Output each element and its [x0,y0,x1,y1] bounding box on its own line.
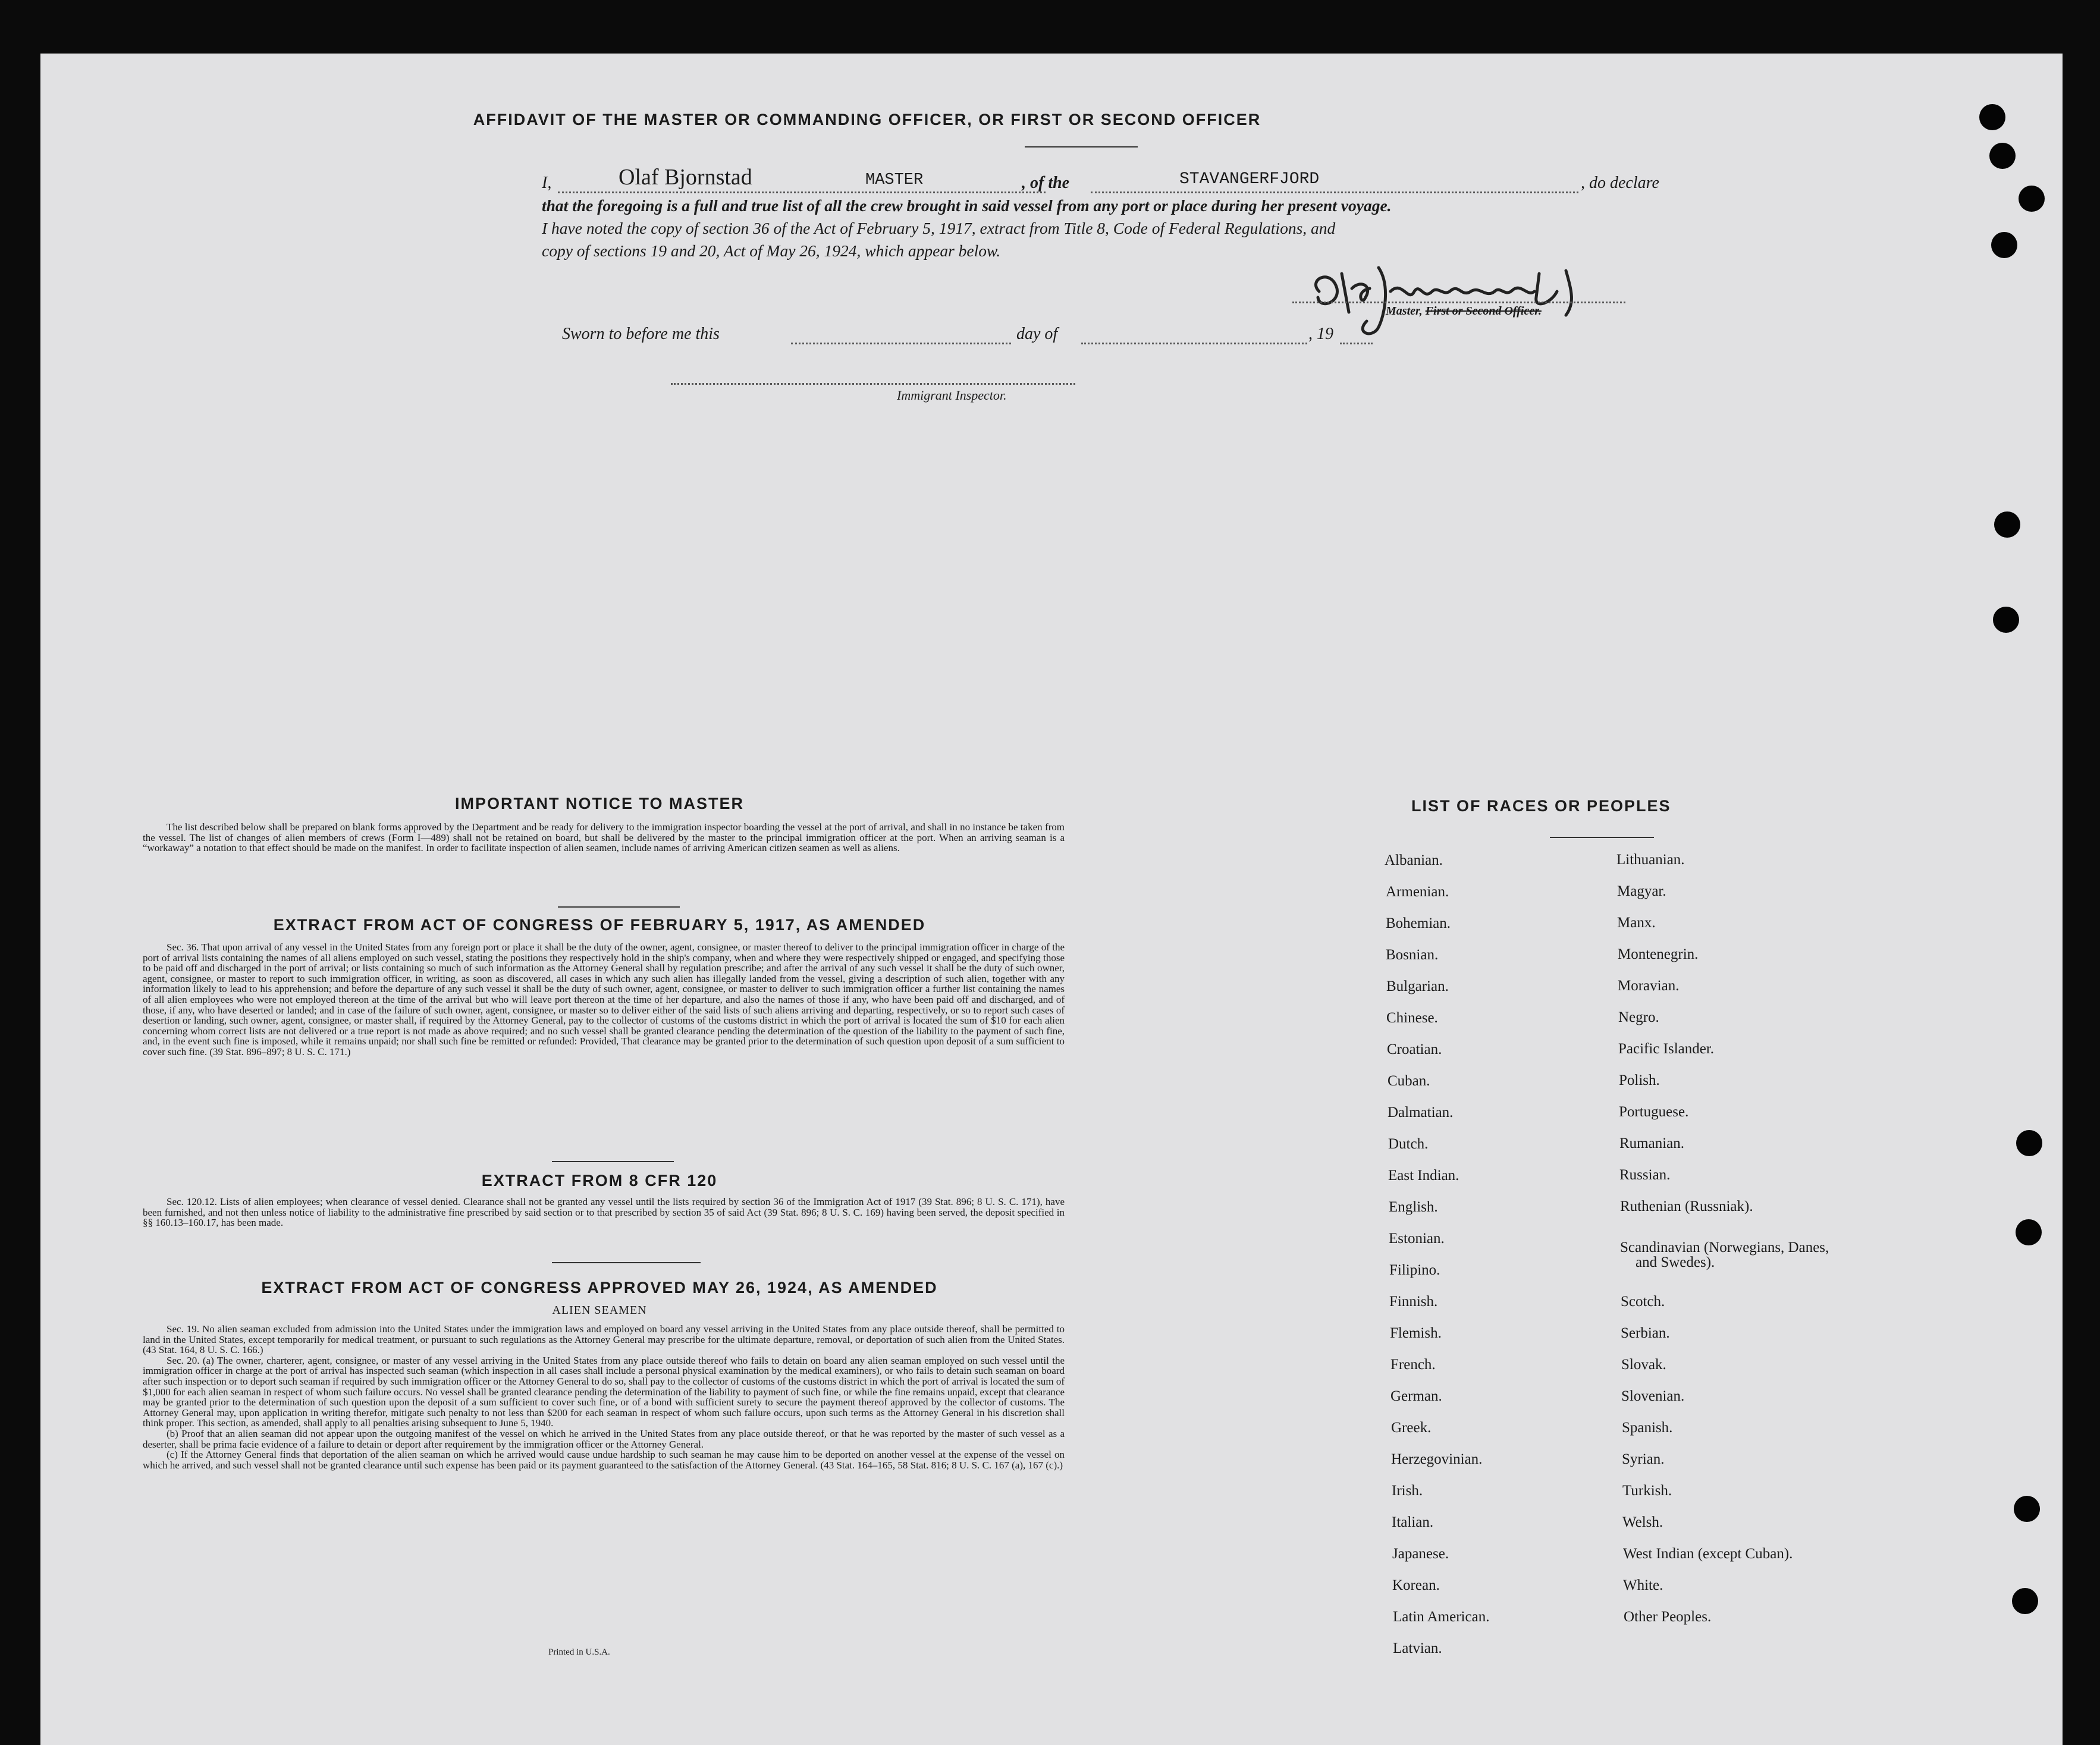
race-item: Moravian. [1618,978,1680,994]
race-item: German. [1390,1388,1442,1404]
extract1917-title: EXTRACT FROM ACT OF CONGRESS OF FEBRUARY 5, 1917, AS AMENDED [273,916,926,934]
sworn-label: Sworn to before me this [562,325,720,343]
punch-hole [2016,1219,2042,1245]
punch-hole [1989,143,2016,169]
race-item: Montenegrin. [1618,946,1699,962]
affidavit-line-4: copy of sections 19 and 20, Act of May 26, 1924, which appear below. [542,241,1001,260]
race-item: Armenian. [1386,884,1449,900]
race-item: Scandinavian (Norwegians, Danes, and Swedes). [1620,1239,1829,1270]
race-item: Ruthenian (Russniak). [1620,1198,1753,1214]
race-item: French. [1390,1357,1436,1373]
race-item: Pacific Islander. [1618,1041,1715,1057]
race-item: Italian. [1392,1514,1434,1530]
master-signature [1295,256,1682,345]
form-sheet [40,54,2063,1745]
punch-hole [1993,607,2019,633]
vessel-line [1091,192,1578,193]
section-20a-paragraph: Sec. 20. (a) The owner, charterer, agent, consignee, or master of any vessel arriving in the United States from any place outside thereof who fails to detain on board any alien seaman employed on such vessel until the immigration officer in charge at the port of arrival has inspected such seaman (which inspection in all cases shall include a personal physical examination by the medical examiners), or who fails to detain such seaman on board after such inspection or to deport such seaman if required by such immigration officer or the Attorney General to do so, shall pay to the collector of customs of the customs district in which the port of arrival is located the sum of $1,000 for each alien seaman in respect of whom such failure occurs. No vessel shall be granted clearance pending the determination of the liability to payment of such fine, or while the fine remains unpaid, except that clearance may be granted prior to the determination of such question upon the deposit of a sum sufficient to cover such fine, or of a bond with sufficient surety to secure the payment thereof approved by the collector of customs. The Attorney General may, upon application in writing therefor, mitigate such penalty to not less than $200 for each seaman in respect of whom such failure occurs, upon such terms as the Attorney General in his discretion shall think proper. This section, as amended, shall apply to all penalties arising subsequent to June 5, 1940. [143,1354,1065,1429]
extract8cfr-divider [552,1262,701,1263]
master-rank: MASTER [865,171,924,189]
race-item: White. [1623,1577,1663,1593]
race-item: Spanish. [1622,1420,1673,1436]
race-item: Latin American. [1393,1609,1490,1625]
race-item: Cuban. [1388,1073,1430,1089]
signature-caption [1386,305,1542,318]
affidavit-title: AFFIDAVIT OF THE MASTER OR COMMANDING OFFICER, OR FIRST OR SECOND OFFICER [473,111,1261,128]
extract8cfr-title: EXTRACT FROM 8 CFR 120 [481,1172,718,1190]
vessel-name: STAVANGERFJORD [1179,170,1320,189]
race-item: Bohemian. [1386,915,1451,931]
races-underline [1550,837,1654,838]
notice-title: IMPORTANT NOTICE TO MASTER [455,795,744,812]
punch-hole [2014,1496,2040,1522]
race-item: Korean. [1392,1577,1440,1593]
race-item: Portuguese. [1619,1104,1689,1120]
extract1917-divider [552,1161,674,1162]
sworn-month-line [1081,343,1307,344]
punch-hole [1994,511,2020,538]
sworn-year-line [1340,343,1373,344]
race-item: Welsh. [1622,1514,1663,1530]
affidavit-i-label: I, [542,174,552,192]
race-item: Latvian. [1393,1640,1442,1656]
race-item: Turkish. [1622,1483,1672,1499]
extract1917-text [143,942,1065,1057]
notice-divider [558,906,680,908]
punch-hole [2019,186,2045,212]
race-item: Greek. [1391,1420,1432,1436]
race-item: English. [1389,1199,1438,1215]
signature-line [1292,302,1625,303]
race-item: Finnish. [1389,1294,1438,1310]
race-item: Chinese. [1386,1010,1438,1026]
race-item: Magyar. [1617,883,1666,899]
extract8cfr-paragraph: Sec. 120.12. Lists of alien employees; when clearance of vessel denied. Clearance shall not be granted any vessel until the lists required by section 36 of the Immigration Act of 1917 (39 Stat. 896; 8 U. S. C. 171), have been furnished, and not then unless notice of liability to the administrative fine prescribed by said section or to that prescribed by section 35 of said Act (39 Stat. 896; 8 U. S. C. 169) having been served, the deposit specified in §§ 160.13–160.17, has been made. [143,1196,1065,1229]
punch-hole [1991,232,2017,258]
race-item: Syrian. [1622,1451,1665,1467]
race-item: Filipino. [1389,1262,1440,1278]
race-item: Russian. [1619,1167,1671,1183]
race-item: Herzegovinian. [1391,1451,1483,1467]
races-title: LIST OF RACES OR PEOPLES [1411,797,1671,815]
race-item: Slovak. [1621,1357,1666,1373]
affidavit-line-3: I have noted the copy of section 36 of the Act of February 5, 1917, extract from Title 8, Code of Federal Regulations, and [542,219,1336,237]
race-item: Other Peoples. [1624,1609,1712,1625]
section-20c-paragraph: (c) If the Attorney General finds that deportation of the alien seaman on which he arrived would cause undue hardship to such seaman he may cause him to be deported on another vessel at the expense of the vessel on which he arrived, and such vessel shall not be granted clearance until such expense has been paid or its payment guaranteed to the satisfaction of the Attorney General. (43 Stat. 164–165, 58 Stat. 816; 8 U. S. C. 167 (a), 167 (c).) [143,1449,1065,1471]
race-item: Scotch. [1621,1294,1665,1310]
race-item: Slovenian. [1621,1388,1685,1404]
signature-caption-struck: First or Second Officer. [1425,305,1542,318]
race-item: Bosnian. [1386,947,1439,963]
master-name-line [558,192,1046,193]
race-item: Lithuanian. [1616,852,1685,868]
extract8cfr-text [143,1197,1065,1228]
race-item: Serbian. [1621,1325,1670,1341]
signature-caption-master: Master, [1386,305,1423,318]
extract1917-paragraph: Sec. 36. That upon arrival of any vessel in the United States from any foreign port or place it shall be the duty of the owner, agent, consignee, or master thereof to deliver to the principal immigration officer in charge of the port of arrival lists containing the names of all aliens employed on such vessel, stating the positions they respectively hold in the ship's company, when and where they were respectively shipped or engaged, and specifying those to be paid off and discharged in the port of arrival; or lists containing so much of such information as the Attorney General shall by regulation prescribe; and after the arrival of any such vessel it shall be the duty of such owner, agent, consignee, or master to report to such immigration officer, in writing, as soon as discovered, all cases in which any such alien has illegally landed from the vessel, giving a description of such alien, together with any information likely to lead to his apprehension; and before the departure of any such vessel it shall be the duty of such owner, agent, consignee, or master to deliver to such immigration officer a further list containing the names of all alien employees who were not employed thereon at the time of the arrival but who will leave port thereon at the time of her departure, and also the names of those if any, who have been paid off and discharged, and of those, if any, who have deserted or landed; and in case of the failure of such owner, agent, consignee, or master so to deliver either of the said lists of such aliens arriving and departing, respectively, or so to report such cases of desertion or landing, such owner, agent, consignee, or master shall, if required by the Attorney General, pay to the collector of customs of the customs district in which the port of arrival is located the sum of $10 for each alien concerning whom correct lists are not delivered or a true report is not made as above required; and no such vessel shall be granted clearance pending the determination of the question of the liability to the payment of such fine, and, in the event such fine is imposed, while it remains unpaid; nor shall such fine be remitted or refunded: Provided, That clearance may be granted prior to the determination of such question upon deposit of a sum sufficient to cover such fine. (39 Stat. 896–897; 8 U. S. C. 171.) [143,941,1065,1057]
inspector-label: Immigrant Inspector. [897,388,1007,403]
race-item: Rumanian. [1619,1135,1685,1151]
race-item: Croatian. [1387,1041,1442,1057]
section-20b-paragraph: (b) Proof that an alien seaman did not appear upon the outgoing manifest of the vessel on which he arrived in the United States from any place outside thereof, or that he was reported by the master of such vessel as a deserter, shall be prima facie evidence of a failure to detain or deport after requirement by the immigration officer or the Attorney General. [143,1427,1065,1450]
race-item: Japanese. [1392,1546,1449,1562]
notice-text [143,822,1065,853]
inspector-line [671,383,1075,385]
year-prefix: , 19 [1308,325,1333,343]
race-item: Negro. [1618,1009,1659,1025]
race-item: Albanian. [1385,852,1443,868]
notice-paragraph: The list described below shall be prepared on blank forms approved by the Department and be ready for delivery to the immigration inspector boarding the vessel at the port of arrival, and shall in no instance be taken from the vessel. The list of changes of alien members of crews (Form I—489) shall not be retained on board, but shall be delivered by the master to the principal immigration officer at the port. When an arriving seaman is a “workaway” a notation to that effect should be made on the manifest. In order to facilitate inspection of alien seamen, include names of arriving American citizen seamen as well as aliens. [143,821,1065,854]
race-item: Manx. [1617,915,1656,931]
section-19-paragraph: Sec. 19. No alien seaman excluded from admission into the United States under the immigration laws and employed on board any vessel arriving in the United States from any place outside thereof, shall be permitted to land in the United States, except temporarily for medical treatment, or pursuant to such regulations as the Attorney General may prescribe for the ultimate departure, removal, or deportation of such alien from the United States. (43 Stat. 164, 8 U. S. C. 166.) [143,1323,1065,1356]
affidavit-line-2: that the foregoing is a full and true list of all the crew brought in said vessel from any port or place during her present voyage. [542,196,1392,215]
punch-hole [1979,104,2005,130]
extract1924-text [143,1324,1065,1470]
race-item: Irish. [1392,1483,1423,1499]
punch-hole [2016,1130,2042,1156]
day-of-label: day of [1016,325,1058,343]
race-item: Flemish. [1390,1325,1442,1341]
race-item: West Indian (except Cuban). [1623,1546,1793,1562]
extract1924-title: EXTRACT FROM ACT OF CONGRESS APPROVED MAY 26, 1924, AS AMENDED [261,1279,938,1297]
race-item: Dalmatian. [1388,1104,1454,1121]
sworn-day-line [791,343,1011,344]
extract1924-subtitle: ALIEN SEAMEN [552,1304,647,1317]
race-item: Bulgarian. [1386,978,1449,994]
of-the-label: , of the [1022,174,1070,192]
race-item: Dutch. [1388,1136,1429,1152]
do-declare-label: , do declare [1581,174,1659,192]
race-item: Polish. [1619,1072,1660,1088]
master-name: Olaf Bjornstad [619,165,752,190]
punch-hole [2012,1588,2038,1614]
title-underline [1025,146,1138,147]
printed-in-usa: Printed in U.S.A. [548,1647,610,1657]
race-item: East Indian. [1388,1167,1459,1184]
race-item: Estonian. [1389,1231,1445,1247]
